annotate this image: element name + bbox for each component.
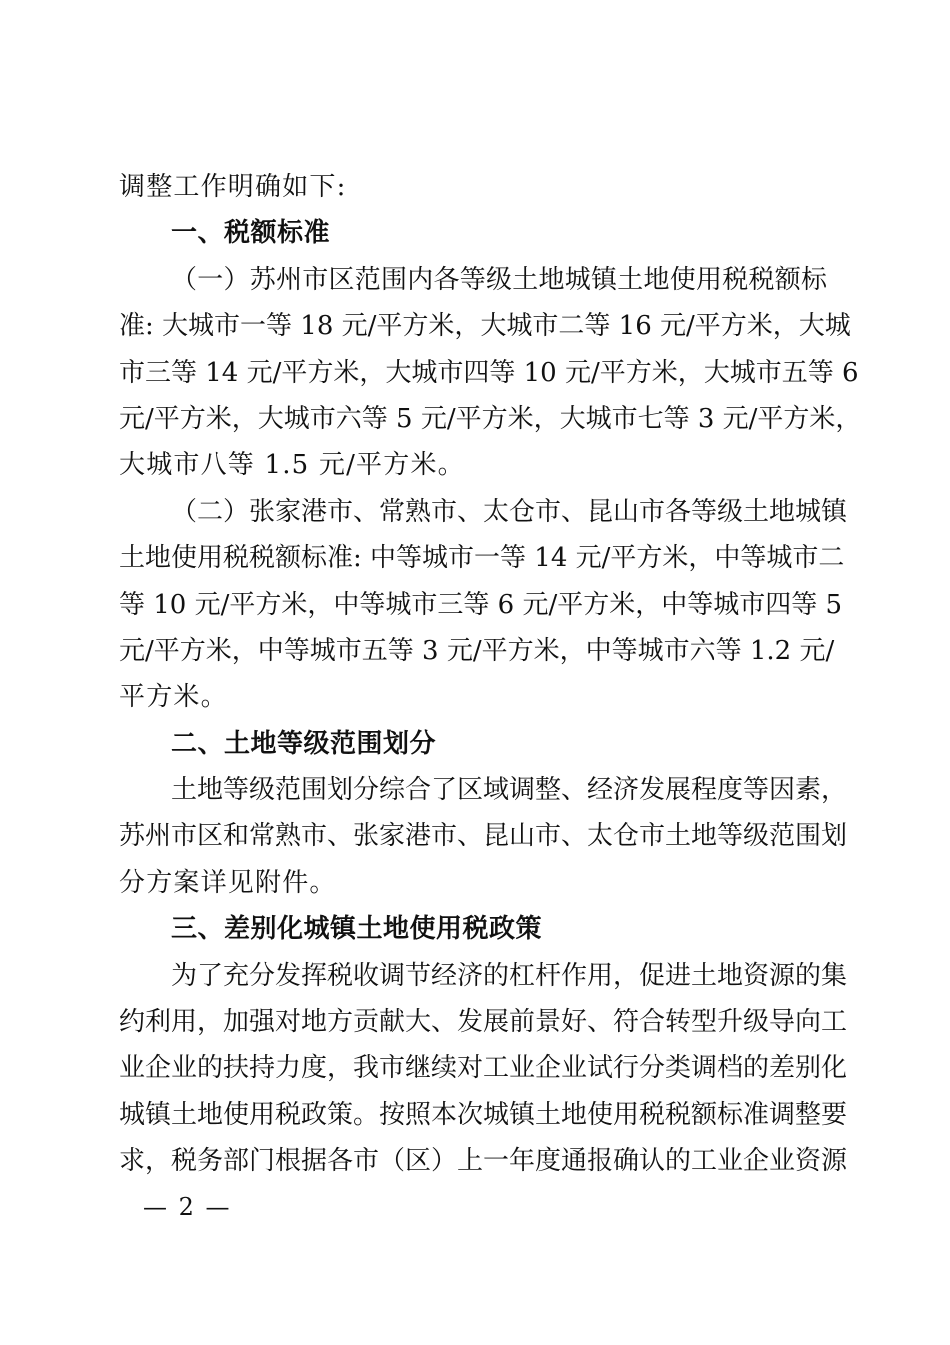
text-line: 为了充分发挥税收调节经济的杠杆作用，促进土地资源的集 [171, 960, 848, 991]
document-body [119, 164, 862, 1185]
text-line: 土地等级范围划分综合了区域调整、经济发展程度等因素， [171, 775, 848, 806]
section-heading: 三、差别化城镇土地使用税政策 [171, 914, 543, 945]
page-number: — 2 — [143, 1193, 232, 1221]
text-line: 土地使用税税额标准: 中等城市一等 14 元/平方米，中等城市二 [119, 543, 845, 574]
text-line: 等 10 元/平方米，中等城市三等 6 元/平方米，中等城市四等 5 [119, 589, 843, 620]
text-line: 业企业的扶持力度，我市继续对工业企业试行分类调档的差别化 [119, 1053, 848, 1084]
text-line: 元/平方米，中等城市五等 3 元/平方米，中等城市六等 1.2 元/ [119, 635, 835, 666]
text-line: 市三等 14 元/平方米，大城市四等 10 元/平方米，大城市五等 6 [119, 357, 859, 388]
text-line: 元/平方米，大城市六等 5 元/平方米，大城市七等 3 元/平方米， [119, 403, 862, 434]
text-line: 苏州市区和常熟市、张家港市、昆山市、太仓市土地等级范围划 [119, 821, 848, 852]
section-heading: 一、税额标准 [171, 218, 331, 249]
text-line: 求，税务部门根据各市（区）上一年度通报确认的工业企业资源 [119, 1146, 848, 1177]
text-line: 准: 大城市一等 18 元/平方米，大城市二等 16 元/平方米，大城 [119, 311, 851, 342]
section-heading: 二、土地等级范围划分 [171, 728, 437, 759]
text-line: 分方案详见附件。 [119, 867, 337, 898]
text-line: 平方米。 [119, 682, 228, 713]
text-line: 调整工作明确如下: [119, 172, 347, 202]
text-line: 大城市八等 1.5 元/平方米。 [119, 450, 465, 481]
text-line: （一）苏州市区范围内各等级土地城镇土地使用税税额标 [171, 264, 827, 295]
text-line: 约利用，加强对地方贡献大、发展前景好、符合转型升级导向工 [119, 1007, 848, 1038]
text-line: 城镇土地使用税政策。按照本次城镇土地使用税税额标准调整要 [119, 1099, 848, 1130]
text-line: （二）张家港市、常熟市、太仓市、昆山市各等级土地城镇 [171, 496, 848, 527]
